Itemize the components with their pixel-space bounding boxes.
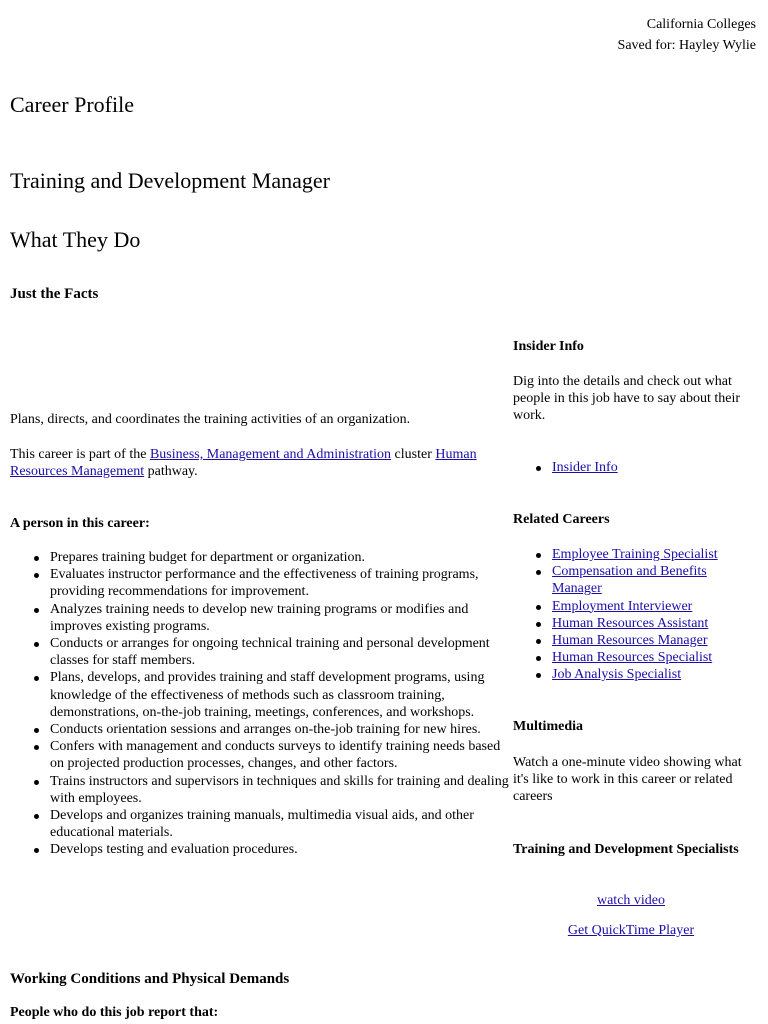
saved-for: Saved for: Hayley Wylie [617, 38, 756, 53]
list-item [552, 459, 752, 476]
related-career-link[interactable]: Human Resources Specialist [552, 650, 713, 666]
pathway-link[interactable]: Human Resources Management [10, 447, 477, 479]
duty-item: Develops and organizes training manuals, multimedia visual aids, and other educational materials. [50, 807, 510, 841]
report-heading: People who do this job report that: [10, 1005, 219, 1020]
duty-item: Evaluates instructor performance and the effectiveness of training programs, providing recommendations for improvement. [50, 566, 510, 600]
section-heading: What They Do [10, 227, 141, 252]
related-career-link[interactable]: Human Resources Assistant [552, 615, 709, 631]
related-career-link[interactable]: Compensation and Benefits Manager [552, 564, 707, 597]
related-heading: Related Careers [513, 512, 610, 527]
multimedia-text: Watch a one-minute video showing what it's like to work in this career or related careers [513, 755, 742, 804]
subsection-heading: Just the Facts [10, 286, 99, 302]
duty-item: Plans, develops, and provides training and staff development programs, using knowledge of the effectiveness of methods such as classroom training, demonstrations, on-the-job training, meetings, conferences, and workshops. [50, 669, 510, 721]
quicktime-wrap [513, 923, 749, 939]
related-careers-list [552, 546, 732, 684]
duty-item: Analyzes training needs to develop new training programs or modifies and improves existing programs. [50, 601, 510, 635]
list-item [552, 649, 732, 666]
insider-heading: Insider Info [513, 339, 584, 354]
header-info [618, 14, 756, 56]
insider-text: Dig into the details and check out what people in this job have to say about their work. [513, 374, 741, 423]
cluster-text [10, 446, 500, 480]
watch-video-link[interactable]: watch video [596, 893, 666, 908]
list-item [552, 666, 732, 683]
career-title: Training and Development Manager [10, 168, 330, 193]
watch-video-wrap [513, 893, 749, 909]
career-summary: Plans, directs, and coordinates the training activities of an organization. [10, 412, 411, 427]
cluster-prefix: This career is part of the [10, 447, 150, 462]
cluster-link[interactable]: Business, Management and Administration [149, 447, 392, 462]
quicktime-link[interactable]: Get QuickTime Player [567, 923, 695, 938]
list-item [552, 563, 732, 597]
related-career-link[interactable]: Job Analysis Specialist [552, 667, 682, 683]
working-conditions-heading: Working Conditions and Physical Demands [10, 971, 290, 987]
duty-item: Trains instructors and supervisors in techniques and skills for training and dealing with employees. [50, 773, 509, 806]
duty-item: Conducts or arranges for ongoing technical training and personal development classes for staff members. [50, 635, 510, 669]
cluster-mid: cluster [391, 447, 436, 462]
site-name: California Colleges [646, 17, 756, 32]
pathway-suffix: pathway. [144, 464, 198, 479]
duties-list [50, 549, 510, 859]
related-career-link[interactable]: Human Resources Manager [552, 633, 708, 649]
multimedia-heading: Multimedia [513, 719, 583, 734]
list-item [552, 546, 732, 563]
insider-info-link[interactable]: Insider Info [552, 460, 618, 475]
video-title: Training and Development Specialists [513, 842, 739, 857]
list-item [552, 632, 732, 649]
list-item [552, 615, 732, 632]
insider-list [552, 459, 752, 476]
page-heading: Career Profile [10, 92, 134, 117]
related-career-link[interactable]: Employment Interviewer [552, 598, 693, 614]
person-heading: A person in this career: [10, 516, 150, 531]
list-item [552, 598, 732, 615]
related-career-link[interactable]: Employee Training Specialist [552, 547, 718, 562]
duty-item: Conducts orientation sessions and arranges on-the-job training for new hires. [50, 721, 510, 738]
duty-item: Prepares training budget for department or organization. [50, 549, 510, 566]
duty-item: Develops testing and evaluation procedures. [50, 841, 510, 858]
duty-item: Confers with management and conducts surveys to identify training needs based on projected production processes, changes, and other factors. [50, 738, 510, 772]
